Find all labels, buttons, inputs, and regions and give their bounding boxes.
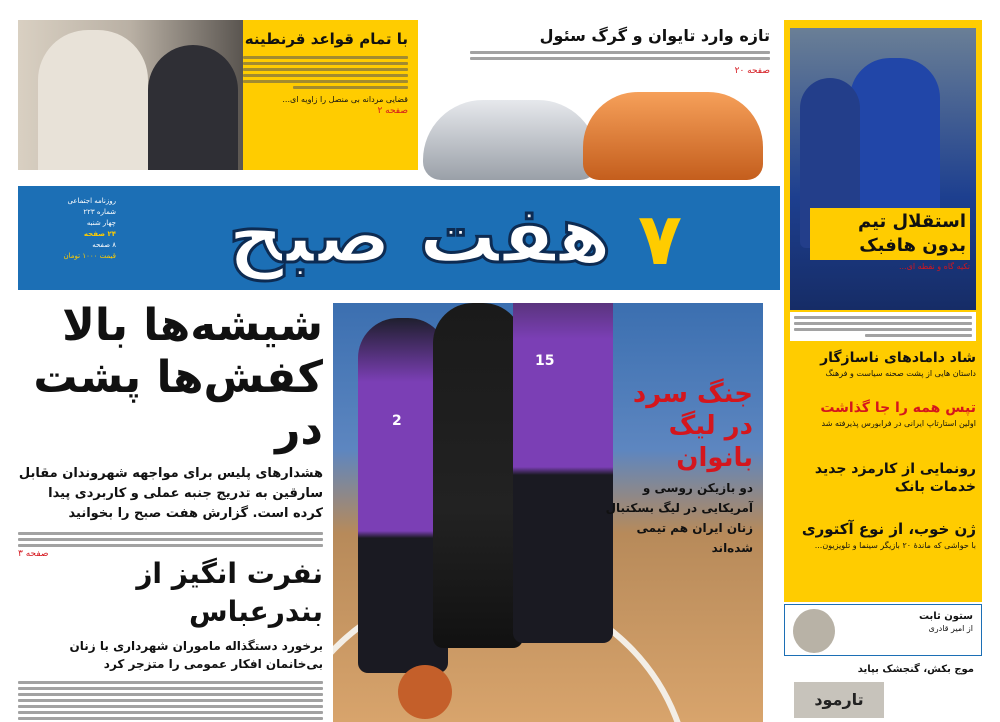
man-right-figure: [148, 45, 238, 170]
author-avatar: [793, 609, 835, 653]
story-title-4[interactable]: ژن خوب، از نوع آکتوری: [801, 520, 976, 538]
bottom-right-box: تارمود: [794, 682, 884, 718]
feature-title-2: در لیگ بانوان: [668, 411, 753, 473]
column-author: از امیر قادری: [928, 624, 973, 633]
car-silver: [423, 100, 598, 180]
right-column: [784, 20, 982, 602]
football-photo[interactable]: [790, 28, 976, 310]
story-body-4: با حواشی که ماندۀ ۲۰ بازیگر سینما و تلویزیون...: [814, 541, 976, 550]
story-title-2[interactable]: تپس همه را جا گذاشت: [820, 400, 976, 416]
car-teaser-tag: صفحه ۲۰: [734, 66, 770, 76]
coach-figure: [433, 303, 523, 648]
teaser-tag: صفحه ۲: [377, 106, 408, 116]
lead-headline-1: شیشه‌ها بالا: [62, 300, 323, 351]
top-left-teaser[interactable]: [18, 20, 418, 170]
top-center-teaser[interactable]: [418, 20, 780, 185]
feature-body: دو بازیکن روسی و آمریکایی در لیگ بسکتبال زنان ایران هم تیمی شده‌اند: [605, 481, 753, 555]
second-headline: نفرت انگیز از بندرعباس: [136, 557, 323, 628]
masthead-logo-digit: ۷: [638, 197, 682, 281]
second-story[interactable]: [18, 555, 323, 720]
jersey-number-left: 2: [392, 413, 402, 429]
man-left-figure: [38, 30, 148, 170]
basketball: [398, 665, 452, 719]
lead-story[interactable]: [18, 300, 323, 559]
story-title-3[interactable]: رونمایی از کارمزد جدید خدمات بانک: [814, 461, 976, 495]
teaser-photo-men: [18, 20, 243, 170]
jersey-number-right: 15: [535, 353, 555, 369]
second-deck: برخورد دستگذاله ماموران شهرداری با زنان بی‌خانمان افکار عمومی را متزجر کرد: [69, 639, 323, 671]
lead-deck: هشدارهای پلیس برای مواجهه شهروندان مقابل سارقین به تدریج جنبه عملی و کاربردی پیدا کرده است. گزارش هفت صبح را بخوانید: [18, 466, 323, 521]
feature-title-1: جنگ سرد: [632, 379, 753, 409]
story-body-2: اولین استارتاپ ایرانی در فرابورس پذیرفته شد: [821, 419, 976, 428]
teaser-body: قضایی مردانه بی منصل را زاویه ای...: [282, 95, 408, 104]
lead-headline-2: کفش‌ها پشت در: [33, 352, 323, 455]
masthead: [18, 186, 780, 290]
bottom-right-title[interactable]: موج بکش، گنجشک بپاید: [857, 664, 974, 675]
teaser-title: با تمام قواعد قرنطینه: [244, 30, 408, 48]
football-headline: استقلال تیم بدون هافبک: [810, 208, 970, 260]
story-title-1[interactable]: شاد دامادهای ناسازگار: [820, 350, 976, 366]
car-teaser-title: تازه وارد تایوان و گرگ سئول: [539, 26, 770, 45]
lead-tag: صفحه ۳: [18, 549, 49, 559]
football-sub: تکیه گاه و نقطه ای...: [898, 262, 970, 271]
feature-photo[interactable]: [333, 303, 763, 722]
masthead-logo[interactable]: هفت صبح: [228, 191, 612, 281]
column-box[interactable]: [784, 604, 982, 656]
column-title: ستون ثابت: [918, 611, 973, 622]
story-body-1: داستان هایی از پشت صحنه سیاست و فرهنگ: [825, 369, 976, 378]
car-orange: [583, 92, 763, 180]
masthead-meta: روزنامه اجتماعی شماره ۲۲۳ چهار شنبه ۲۴ صفحه ۸ صفحه قیمت ۱۰۰۰ تومان: [63, 197, 116, 260]
